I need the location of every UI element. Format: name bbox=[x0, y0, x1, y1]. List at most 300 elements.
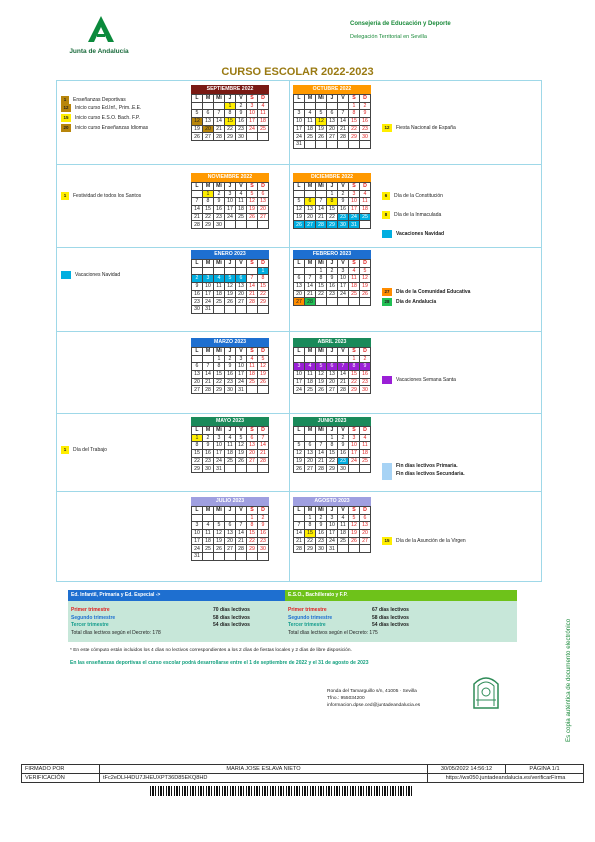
weekday-header: Mi bbox=[316, 183, 327, 191]
day-cell bbox=[192, 267, 203, 275]
day-cell: 7 bbox=[192, 198, 203, 206]
week-row bbox=[294, 141, 371, 149]
day-cell: 9 bbox=[338, 198, 349, 206]
legend-labels bbox=[396, 463, 465, 477]
verificacion-label: VERIFICACIÓN bbox=[22, 774, 100, 783]
day-cell: 16 bbox=[327, 283, 338, 291]
weekday-header: D bbox=[360, 427, 371, 435]
day-cell: 23 bbox=[214, 213, 225, 221]
legend-swatch: 27 bbox=[382, 288, 392, 296]
day-cell: 24 bbox=[192, 545, 203, 553]
day-cell: 7 bbox=[236, 522, 247, 530]
frame-row-divider bbox=[57, 164, 541, 165]
day-cell: 14 bbox=[338, 118, 349, 126]
week-row bbox=[192, 283, 269, 291]
day-cell: 13 bbox=[327, 118, 338, 126]
day-cell: 20 bbox=[305, 457, 316, 465]
day-cell: 5 bbox=[192, 110, 203, 118]
day-cell: 28 bbox=[338, 386, 349, 394]
day-cell: 14 bbox=[236, 530, 247, 538]
legend-jun-end bbox=[382, 463, 465, 480]
day-cell: 24 bbox=[349, 457, 360, 465]
day-cell: 25 bbox=[225, 457, 236, 465]
day-cell: 14 bbox=[214, 118, 225, 126]
page-title: CURSO ESCOLAR 2022-2023 bbox=[221, 66, 374, 78]
day-cell: 14 bbox=[305, 283, 316, 291]
day-cell: 14 bbox=[258, 442, 269, 450]
day-cell: 26 bbox=[360, 290, 371, 298]
andalucia-seal-icon bbox=[470, 670, 502, 710]
day-cell: 21 bbox=[338, 125, 349, 133]
weekday-header: M bbox=[203, 260, 214, 268]
weekday-header: Mi bbox=[316, 260, 327, 268]
legend-sep20 bbox=[61, 124, 148, 132]
day-cell: 1 bbox=[214, 355, 225, 363]
week-row bbox=[294, 378, 371, 386]
day-cell: 17 bbox=[338, 283, 349, 291]
day-cell: 2 bbox=[316, 514, 327, 522]
address-block bbox=[327, 688, 420, 709]
legend-label: Día de Andalucía bbox=[396, 299, 437, 305]
day-cell: 29 bbox=[247, 545, 258, 553]
day-cell: 16 bbox=[338, 206, 349, 214]
day-cell bbox=[305, 267, 316, 275]
day-cell: 16 bbox=[360, 118, 371, 126]
day-cell: 26 bbox=[294, 221, 305, 229]
weekday-header: V bbox=[338, 95, 349, 103]
day-cell: 28 bbox=[214, 133, 225, 141]
day-cell: 5 bbox=[236, 434, 247, 442]
week-row bbox=[294, 206, 371, 214]
weekday-header: L bbox=[294, 348, 305, 356]
vertical-copy-note: Es copia auténtica de documento electrónico bbox=[565, 618, 572, 742]
day-cell bbox=[225, 465, 236, 473]
weekday-header: L bbox=[192, 427, 203, 435]
day-cell: 7 bbox=[338, 363, 349, 371]
firmado-label: FIRMADO POR bbox=[22, 765, 100, 774]
legend-label: Fin días lectivos Primaria. bbox=[396, 463, 458, 469]
day-cell: 30 bbox=[360, 133, 371, 141]
legend-label: Vacaciones Navidad bbox=[396, 231, 445, 237]
day-cell: 3 bbox=[294, 110, 305, 118]
day-cell: 6 bbox=[294, 275, 305, 283]
weekday-header: D bbox=[360, 260, 371, 268]
day-cell: 15 bbox=[203, 206, 214, 214]
day-cell: 31 bbox=[214, 465, 225, 473]
legend-label: Día de la Comunidad Educativa bbox=[396, 289, 471, 295]
week-row bbox=[294, 102, 371, 110]
day-cell: 17 bbox=[225, 206, 236, 214]
week-row bbox=[192, 530, 269, 538]
day-cell: 22 bbox=[247, 537, 258, 545]
day-cell: 3 bbox=[327, 514, 338, 522]
day-cell: 31 bbox=[294, 141, 305, 149]
day-cell: 30 bbox=[192, 306, 203, 314]
day-cell bbox=[225, 306, 236, 314]
weekday-header: J bbox=[225, 427, 236, 435]
day-cell: 24 bbox=[338, 290, 349, 298]
weekday-header: J bbox=[225, 183, 236, 191]
week-row bbox=[192, 465, 269, 473]
weekday-header: M bbox=[203, 95, 214, 103]
month-december bbox=[293, 173, 371, 229]
day-cell: 1 bbox=[225, 102, 236, 110]
day-cell: 3 bbox=[214, 434, 225, 442]
day-cell: 21 bbox=[316, 457, 327, 465]
firmado-value: MARIA JOSE ESLAVA NIETO bbox=[100, 765, 428, 774]
day-cell bbox=[349, 545, 360, 553]
month-april bbox=[293, 338, 371, 394]
weekday-header: M bbox=[305, 260, 316, 268]
weekday-header: D bbox=[258, 507, 269, 515]
day-cell: 27 bbox=[247, 457, 258, 465]
day-cell: 19 bbox=[225, 290, 236, 298]
day-cell: 18 bbox=[247, 371, 258, 379]
day-cell: 25 bbox=[360, 457, 371, 465]
day-cell: 19 bbox=[316, 378, 327, 386]
day-cell: 31 bbox=[236, 386, 247, 394]
day-cell: 3 bbox=[338, 267, 349, 275]
month-july bbox=[191, 497, 269, 561]
day-cell: 12 bbox=[247, 198, 258, 206]
legend-label: Fin días lectivos Secundaria. bbox=[396, 471, 465, 477]
day-cell: 28 bbox=[316, 465, 327, 473]
weekday-header: J bbox=[327, 507, 338, 515]
month-february bbox=[293, 250, 371, 306]
day-cell: 8 bbox=[214, 363, 225, 371]
day-cell: 3 bbox=[236, 355, 247, 363]
week-row bbox=[294, 125, 371, 133]
email-line: informacion.dpse.ced@juntadeandalucia.es bbox=[327, 703, 421, 708]
day-cell: 7 bbox=[247, 275, 258, 283]
day-cell bbox=[316, 102, 327, 110]
weekday-header: D bbox=[360, 507, 371, 515]
day-cell: 31 bbox=[203, 306, 214, 314]
legend-swatch bbox=[61, 271, 71, 279]
legend-apr-vacations bbox=[382, 376, 456, 384]
weekday-header: V bbox=[338, 507, 349, 515]
day-cell: 2 bbox=[236, 102, 247, 110]
day-cell bbox=[349, 141, 360, 149]
day-cell: 8 bbox=[349, 110, 360, 118]
day-cell: 18 bbox=[338, 530, 349, 538]
day-cell: 1 bbox=[327, 190, 338, 198]
day-cell: 22 bbox=[349, 378, 360, 386]
day-cell: 28 bbox=[192, 221, 203, 229]
day-cell: 6 bbox=[225, 522, 236, 530]
week-row bbox=[192, 125, 269, 133]
day-cell: 17 bbox=[203, 290, 214, 298]
day-cell: 16 bbox=[203, 450, 214, 458]
day-cell: 12 bbox=[316, 118, 327, 126]
day-cell: 25 bbox=[203, 545, 214, 553]
day-cell: 28 bbox=[338, 133, 349, 141]
day-cell: 11 bbox=[360, 198, 371, 206]
weekday-header: D bbox=[258, 183, 269, 191]
day-cell bbox=[294, 355, 305, 363]
day-cell: 22 bbox=[327, 213, 338, 221]
day-cell: 22 bbox=[192, 457, 203, 465]
day-cell: 23 bbox=[327, 290, 338, 298]
weekday-header: L bbox=[294, 427, 305, 435]
day-cell: 21 bbox=[316, 213, 327, 221]
day-cell bbox=[305, 355, 316, 363]
day-cell: 5 bbox=[294, 442, 305, 450]
month-title: MAYO 2023 bbox=[191, 417, 269, 426]
legend-label: Enseñanzas Deportivas bbox=[73, 97, 126, 103]
month-title: DICIEMBRE 2022 bbox=[293, 173, 371, 182]
weekday-header: D bbox=[360, 183, 371, 191]
month-title: ABRIL 2023 bbox=[293, 338, 371, 347]
day-cell: 13 bbox=[327, 371, 338, 379]
day-cell: 5 bbox=[349, 514, 360, 522]
weekday-header: Mi bbox=[316, 507, 327, 515]
day-cell: 20 bbox=[225, 537, 236, 545]
day-cell: 26 bbox=[316, 386, 327, 394]
weekday-header: S bbox=[247, 183, 258, 191]
weekday-header: V bbox=[236, 183, 247, 191]
day-cell: 30 bbox=[338, 221, 349, 229]
day-cell: 26 bbox=[349, 537, 360, 545]
month-grid bbox=[191, 259, 269, 314]
day-cell: 12 bbox=[294, 206, 305, 214]
day-cell: 27 bbox=[305, 221, 316, 229]
day-cell: 12 bbox=[360, 275, 371, 283]
weekday-header: Mi bbox=[316, 95, 327, 103]
day-cell: 8 bbox=[203, 198, 214, 206]
week-row bbox=[192, 514, 269, 522]
trimester-label: Primer trimestre bbox=[71, 607, 110, 613]
day-cell: 11 bbox=[338, 522, 349, 530]
legend-swatch: 1 bbox=[61, 96, 69, 104]
day-cell: 28 bbox=[258, 457, 269, 465]
day-cell bbox=[192, 514, 203, 522]
day-cell: 11 bbox=[236, 198, 247, 206]
day-cell: 23 bbox=[203, 457, 214, 465]
day-cell bbox=[225, 514, 236, 522]
weekday-header: S bbox=[247, 348, 258, 356]
consejeria-title: Consejería de Educación y Deporte bbox=[350, 21, 451, 27]
day-cell: 7 bbox=[258, 434, 269, 442]
day-cell: 13 bbox=[203, 118, 214, 126]
day-cell bbox=[305, 190, 316, 198]
note-computo: * En este cómputo están incluidos los 4 días no lectivos correspondientes a los 2 días de fiestas locales y 2 días de libre disposición. bbox=[70, 648, 352, 653]
day-cell: 29 bbox=[349, 386, 360, 394]
day-cell: 19 bbox=[316, 125, 327, 133]
day-cell: 9 bbox=[236, 110, 247, 118]
week-row bbox=[294, 442, 371, 450]
day-cell: 6 bbox=[247, 434, 258, 442]
day-cell: 29 bbox=[192, 465, 203, 473]
legend-label: Día de la Inmaculada bbox=[394, 212, 442, 218]
phone-line: Tfno.: 955034200 bbox=[327, 696, 365, 701]
day-cell: 2 bbox=[327, 267, 338, 275]
week-row bbox=[192, 133, 269, 141]
day-cell: 9 bbox=[192, 283, 203, 291]
day-cell bbox=[258, 465, 269, 473]
week-row bbox=[192, 118, 269, 126]
week-row bbox=[192, 198, 269, 206]
day-cell: 7 bbox=[294, 522, 305, 530]
day-cell: 9 bbox=[316, 522, 327, 530]
verification-url[interactable]: https://ws050.juntadeandalucia.es/verificarFirma bbox=[428, 774, 584, 783]
junta-logo bbox=[58, 16, 138, 66]
trimester-label: Segundo trimestre bbox=[71, 614, 116, 621]
day-cell: 27 bbox=[327, 386, 338, 394]
legend-sep15 bbox=[61, 114, 140, 122]
week-row bbox=[192, 371, 269, 379]
day-cell: 6 bbox=[236, 275, 247, 283]
weekday-header: V bbox=[236, 95, 247, 103]
day-cell: 27 bbox=[327, 133, 338, 141]
day-cell: 18 bbox=[360, 206, 371, 214]
week-row bbox=[294, 537, 371, 545]
week-row bbox=[294, 355, 371, 363]
day-cell: 19 bbox=[360, 283, 371, 291]
day-cell: 21 bbox=[258, 450, 269, 458]
day-cell: 14 bbox=[316, 450, 327, 458]
day-cell bbox=[236, 267, 247, 275]
week-row bbox=[192, 537, 269, 545]
day-cell: 21 bbox=[192, 213, 203, 221]
day-cell: 13 bbox=[360, 522, 371, 530]
legend-swatch: 8 bbox=[382, 211, 390, 219]
day-cell: 7 bbox=[305, 275, 316, 283]
day-cell: 9 bbox=[360, 363, 371, 371]
day-cell: 21 bbox=[203, 378, 214, 386]
legend-swatch: 6 bbox=[382, 192, 390, 200]
day-cell: 20 bbox=[305, 213, 316, 221]
day-cell: 29 bbox=[258, 298, 269, 306]
weekday-header: M bbox=[305, 348, 316, 356]
day-cell: 6 bbox=[360, 514, 371, 522]
day-cell: 3 bbox=[349, 190, 360, 198]
day-cell: 23 bbox=[225, 378, 236, 386]
week-row bbox=[294, 450, 371, 458]
day-cell: 3 bbox=[294, 363, 305, 371]
day-cell: 6 bbox=[327, 110, 338, 118]
day-cell: 5 bbox=[316, 363, 327, 371]
weekday-header: D bbox=[258, 95, 269, 103]
weekday-header: D bbox=[360, 348, 371, 356]
day-cell bbox=[236, 221, 247, 229]
day-cell: 2 bbox=[192, 275, 203, 283]
day-cell: 8 bbox=[316, 275, 327, 283]
day-cell: 15 bbox=[327, 206, 338, 214]
month-title: AGOSTO 2023 bbox=[293, 497, 371, 506]
week-row bbox=[192, 110, 269, 118]
day-cell: 13 bbox=[236, 283, 247, 291]
day-cell: 12 bbox=[236, 442, 247, 450]
legend-oct12 bbox=[382, 124, 456, 132]
weekday-header: J bbox=[225, 507, 236, 515]
week-row bbox=[192, 190, 269, 198]
day-cell: 22 bbox=[305, 537, 316, 545]
weekday-header: S bbox=[247, 260, 258, 268]
day-cell: 21 bbox=[236, 537, 247, 545]
day-cell: 16 bbox=[214, 206, 225, 214]
week-row bbox=[294, 213, 371, 221]
day-cell bbox=[247, 553, 258, 561]
legend-feb27 bbox=[382, 288, 470, 296]
day-cell: 6 bbox=[258, 190, 269, 198]
day-cell: 21 bbox=[247, 290, 258, 298]
legend-label: Vacaciones Navidad bbox=[75, 272, 121, 278]
day-cell: 10 bbox=[349, 198, 360, 206]
day-cell bbox=[294, 514, 305, 522]
weekday-header: S bbox=[247, 427, 258, 435]
weekday-header: V bbox=[338, 260, 349, 268]
month-june bbox=[293, 417, 371, 473]
day-cell: 31 bbox=[349, 221, 360, 229]
day-cell: 23 bbox=[338, 213, 349, 221]
weekday-header: L bbox=[192, 507, 203, 515]
day-cell bbox=[192, 190, 203, 198]
week-row bbox=[294, 275, 371, 283]
day-cell: 30 bbox=[360, 386, 371, 394]
week-row bbox=[192, 457, 269, 465]
day-cell: 22 bbox=[214, 378, 225, 386]
day-cell: 12 bbox=[225, 283, 236, 291]
weekday-header: L bbox=[294, 183, 305, 191]
day-cell bbox=[203, 514, 214, 522]
legend-sep1 bbox=[61, 96, 126, 104]
day-cell: 8 bbox=[225, 110, 236, 118]
day-cell: 15 bbox=[247, 530, 258, 538]
legend-label: Día de la Constitución bbox=[394, 193, 443, 199]
day-cell: 12 bbox=[214, 530, 225, 538]
day-cell bbox=[258, 221, 269, 229]
day-cell: 31 bbox=[192, 553, 203, 561]
weekday-header: L bbox=[294, 260, 305, 268]
day-cell: 16 bbox=[360, 371, 371, 379]
day-cell bbox=[327, 355, 338, 363]
trimester-value: 58 días lectivos bbox=[372, 614, 409, 621]
day-cell bbox=[338, 545, 349, 553]
weekday-header: V bbox=[338, 183, 349, 191]
summary-primary bbox=[68, 590, 300, 642]
weekday-header: M bbox=[203, 427, 214, 435]
day-cell: 7 bbox=[316, 442, 327, 450]
summary-line bbox=[288, 622, 514, 630]
day-cell: 21 bbox=[214, 125, 225, 133]
month-grid bbox=[293, 182, 371, 229]
legend-aug15 bbox=[382, 537, 466, 545]
day-cell: 29 bbox=[327, 221, 338, 229]
weekday-header: M bbox=[203, 183, 214, 191]
day-cell: 19 bbox=[349, 530, 360, 538]
day-cell: 4 bbox=[225, 434, 236, 442]
day-cell: 24 bbox=[203, 298, 214, 306]
week-row bbox=[192, 298, 269, 306]
day-cell: 27 bbox=[192, 386, 203, 394]
week-row bbox=[192, 545, 269, 553]
week-row bbox=[192, 102, 269, 110]
day-cell: 25 bbox=[258, 125, 269, 133]
day-cell: 4 bbox=[360, 434, 371, 442]
week-row bbox=[294, 110, 371, 118]
summary-secondary bbox=[285, 590, 517, 642]
signature-date: 30/05/2022 14:56:12 bbox=[428, 765, 506, 774]
week-row bbox=[192, 275, 269, 283]
weekday-header: L bbox=[192, 260, 203, 268]
day-cell bbox=[338, 102, 349, 110]
day-cell: 6 bbox=[192, 363, 203, 371]
day-cell: 5 bbox=[247, 190, 258, 198]
weekday-header: J bbox=[225, 260, 236, 268]
day-cell: 26 bbox=[258, 378, 269, 386]
day-cell: 27 bbox=[360, 537, 371, 545]
